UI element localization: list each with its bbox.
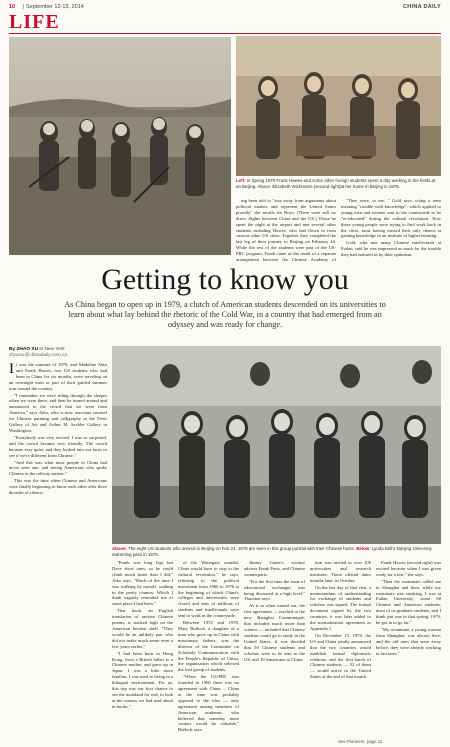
page-header xyxy=(9,4,441,13)
top-right-column-1 xyxy=(236,198,336,264)
paragraph: On the last day of that visit, a memorandum of understanding for exchange of students and scholars was signed. The formal document signed by the two countries, it was later added to the normalization agreement as Appendix I. xyxy=(310,584,371,631)
paragraph: "I remember we were riding through the sleeper when we were there, and then he turned around and announced to the crowd that we were from America," says Aiko, who is now associate counsel for Chinese painting and calligraphy at the Freer Gallery of Art and Arthur M. Sackler Gallery in Washington. xyxy=(9,392,107,433)
paragraph: of the Watergate scandal, China would have to stop to the cultural revolution," he says, referring to the political movement from 1966 to 1976 at the beginning of which China's colleges and universities were closed and tens of millions of students and intellectuals were sent to work in the countryside. xyxy=(178,560,239,619)
continued-note: See Pioneers, page 11 xyxy=(338,739,383,744)
paragraph: "When the US-PRC was founded in 1966 there was no agreement with China ... China at the time was probably opposed to the idea — only agreement among members of American academic who believed that someday more contact would be valuable," Bullock says. xyxy=(178,674,239,733)
page-number: 10 xyxy=(9,4,16,10)
top-photo-caption xyxy=(236,178,441,189)
paragraph: tion was invited to over 100 universities and research institutes. Those official dates months later, in October. xyxy=(310,560,371,583)
paragraph: This was the time when Chinese and Americans were finally beginning to know each other after three decades of silence. xyxy=(9,478,107,496)
lower-column-1 xyxy=(112,560,173,737)
paragraph: "Then the roommate called me in Shanghai and then, while my roommate was studying, I was at Fudan University, some 60 Chinese and American students, most of us graduate students, and I think just one in that spring, 1979, he got in to go far." xyxy=(376,578,441,626)
group-portrait-photo-image xyxy=(112,346,441,544)
paragraph: "They were, to me, " Gold says, citing a term meaning "trouble with knowledge", which applied to young men and women sent to the countryside to be "re-educated" during the cultural revolution. Now those young people were trying to find work back in the cities, most having missed their only chance at gaining knowledge in an institute of higher learning. xyxy=(341,198,441,239)
paragraph: On December 15, 1978, the US and China jointly announced that the two countries would establish formal diplomatic relations, and the first batch of Chinese students — 52 of them — would arrive in the United States at the end of that month. xyxy=(310,632,371,680)
field-work-photo-image xyxy=(9,37,231,255)
caption-text: The eight US students who arrived in Beijing on Feb 24, 1979 are seen in this group portrait with their Chinese hosts. xyxy=(128,546,356,551)
home-group-photo-image xyxy=(236,36,441,176)
lower-column-2 xyxy=(178,560,239,737)
byline-email[interactable]: zhaoxu@chinadaily.com.cn xyxy=(9,353,68,358)
paragraph: ing been told to "stay away from arguments about political matters and represent the United States proudly" she recalls for Boys. (There were still no direct flights between China and the US.) Those he spent the night at the airport and met several other students including Hawes, who had flown in from various other US cities. Together they completed the last leg of their journey to Beijing on February 24. While the rest of the students were part of the US-PRC program, Frank came as the result of a separate arrangement between the Chinese Academy of xyxy=(236,198,336,263)
paragraph: "I had been born in Hong Kong, from a British father to a Chinese mother, and grew up in Japan. I was a little more familiar, I was used to living in a bilingual environment. For us, this trip was our first chance to see the mainland for real, to look at the country we had read about in books." xyxy=(112,650,173,709)
caption-text: In Spring 1979 Frank Hawes and some other foreign students spent a day working in the fields at an Beijing. Above: Elizabeth Wichmann (second right)at her home in Beijing in 1979. xyxy=(236,178,436,189)
byline-location: in New York xyxy=(39,347,65,352)
lower-column-4 xyxy=(310,560,371,737)
byline-name: By ZHAO XU xyxy=(9,347,39,352)
header-rule xyxy=(9,33,441,34)
paragraph: Jimmy Carter's science adviser Frank Press, and Chinese counterparts. xyxy=(244,560,305,577)
lower-column-5 xyxy=(376,560,441,737)
paper-name: CHINA DAILY xyxy=(402,4,441,10)
headline: Getting to know you xyxy=(101,263,349,296)
mid-photo-caption xyxy=(112,546,441,557)
lower-column-3 xyxy=(244,560,305,737)
paragraph: As it so often turned out, the first agreement — reached to the new Shanghai Communiqué, that included much more than science — included that Chinese students could go to study in the United States. It was decided that 50 Chinese students and scholars were to be sent to the US, and 10 Americans to China. xyxy=(244,603,305,662)
paragraph: Gold, who met many Chinese intellectuals at Fudan, said he was impressed as much by the trouble they had endured as by their optimism. xyxy=(341,240,441,258)
section-title: LIFE xyxy=(9,11,60,33)
paragraph: "Frank was long legs but Dave short ones, so he could climb much faster than I did," Aiko says. "Much of the time I was walking by myself, soaking in the pretty country. Which I think vaguely reminded me of some place I had been." xyxy=(112,560,173,607)
deck: As China began to open up in 1979, a clutch of American students descended on its universities to learn about what lay behind the rhetoric of the Cold War, in a country that had emerged from an odyssey and was ready for change. xyxy=(64,300,386,330)
byline xyxy=(9,347,67,359)
caption-lead: Above: xyxy=(112,546,127,551)
paragraph: "My roommate, a young woman from Shanghai, was always here, and the old ones that were away before, they were already working in factories." xyxy=(376,626,441,656)
paragraph: "For the first time the issue of educational exchanges was being discussed at a high level," Thurston says. xyxy=(244,578,305,602)
paragraph: t was the summer of 1979, and Madeline Aiko and Frank Hawes, two US students who had been in China for six months, were traveling on an overnight train as part of their guided summer tour around the country. xyxy=(9,362,107,391)
photo-group-portrait xyxy=(112,346,441,544)
drop-cap: I xyxy=(9,362,14,377)
date-line: | September 12-13, 2014 xyxy=(23,4,84,10)
paragraph: "Everybody was very excited. I was so surprised, and the crowd became very friendly. The crowd became very quiet, and they looked into our faces to see if we're different from Chinese." xyxy=(9,434,107,458)
paragraph: Frank Hawes (second right) was excited because when I was given ready for a test," she says. xyxy=(376,560,441,577)
lower-left-column xyxy=(9,362,107,737)
photo-field-work xyxy=(9,37,231,255)
top-right-column-2 xyxy=(341,198,441,264)
caption-lead: Below: xyxy=(356,546,371,551)
paragraph: That book, an English translation of ancient Chinese poems, is stacked high on the American kitchen shelf. "They would be an unlikely pair who did not make much sense even a few years earlier." xyxy=(112,608,173,649)
caption-lead: Left: xyxy=(236,178,246,183)
photo-home-group xyxy=(236,36,441,176)
paragraph: Between 1972 and 1978, Mary Bullock, a daughter of a man who grew up in China with missionary fathers, was the director of the Committee on Scholarly Communication with the People's Republic of China, the organization which selected the first group of students. xyxy=(178,620,239,673)
caption-text: Lynda Bell's Nanjing University swimming pass in 1979. xyxy=(112,546,432,557)
paragraph: "And this was what most people in China had never seen one, and seeing Americans who spoke Chinese in the railway station." xyxy=(9,459,107,477)
